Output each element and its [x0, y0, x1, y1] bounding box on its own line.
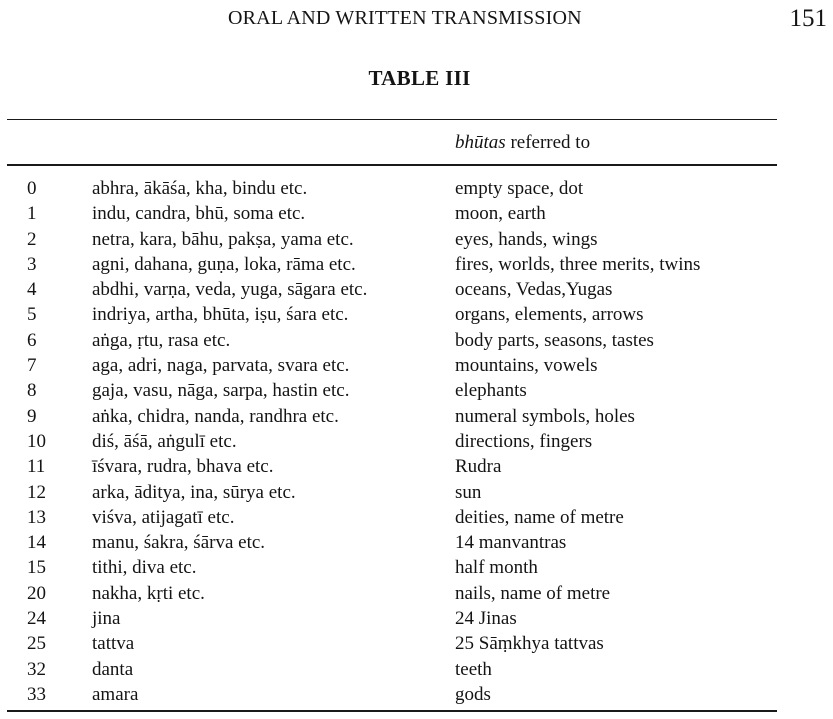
- row-number: 20: [27, 582, 46, 604]
- row-number: 3: [27, 253, 37, 275]
- row-words: abhra, ākāśa, kha, bindu etc.: [92, 178, 308, 199]
- table-row: [0, 631, 833, 656]
- row-number: 13: [27, 506, 46, 528]
- table-top-rule: [7, 119, 777, 120]
- table-row: [0, 505, 833, 530]
- table-row: [0, 530, 833, 555]
- row-number: 7: [27, 355, 37, 377]
- row-words: abdhi, varṇa, veda, yuga, sāgara etc.: [92, 279, 368, 301]
- row-refs: directions, fingers: [455, 430, 593, 452]
- column-header-refs-rest: referred to: [505, 132, 591, 153]
- row-refs: 14 manvantras: [455, 532, 567, 554]
- row-words: netra, kara, bāhu, pakṣa, yama etc.: [92, 228, 354, 250]
- row-refs: 25 Sāṃkhya tattvas: [455, 633, 604, 655]
- row-words: agni, dahana, guṇa, loka, rāma etc.: [92, 253, 356, 275]
- row-number: 10: [27, 430, 46, 452]
- row-number: 2: [27, 228, 37, 250]
- row-words: diś, āśā, aṅgulī etc.: [92, 430, 237, 452]
- row-refs: Rudra: [455, 456, 502, 478]
- row-words: amara: [92, 683, 139, 705]
- table-row: [0, 555, 833, 580]
- row-words: danta: [92, 658, 134, 680]
- table-header-rule: [7, 164, 777, 166]
- row-refs: nails, name of metre: [455, 582, 611, 604]
- row-number: 8: [27, 380, 37, 402]
- row-words: tattva: [92, 633, 135, 655]
- row-words: jina: [92, 608, 121, 630]
- row-refs: sun: [455, 481, 482, 503]
- table-row: [0, 328, 833, 353]
- row-words: nakha, kṛti etc.: [92, 582, 205, 604]
- column-header-refs: [455, 132, 590, 154]
- table-row: [0, 277, 833, 302]
- table-row: [0, 581, 833, 606]
- row-number: 33: [27, 683, 46, 705]
- row-number: 14: [27, 532, 46, 554]
- row-words: viśva, atijagatī etc.: [92, 506, 235, 528]
- table-row: [0, 606, 833, 631]
- row-words: aṅga, ṛtu, rasa etc.: [92, 329, 231, 351]
- row-number: 6: [27, 329, 37, 351]
- row-refs: eyes, hands, wings: [455, 228, 598, 250]
- table-row: [0, 353, 833, 378]
- table-row: [0, 682, 833, 707]
- row-words: indu, candra, bhū, soma etc.: [92, 203, 306, 225]
- row-words: īśvara, rudra, bhava etc.: [92, 456, 274, 478]
- table-body: [0, 176, 833, 707]
- row-number: 15: [27, 557, 46, 579]
- row-refs: body parts, seasons, tastes: [455, 329, 654, 351]
- row-refs: fires, worlds, three merits, twins: [455, 253, 701, 275]
- row-refs: mountains, vowels: [455, 355, 598, 377]
- row-refs: moon, earth: [455, 203, 546, 225]
- row-refs: 24 Jinas: [455, 608, 517, 630]
- table-row: [0, 429, 833, 454]
- table-row: [0, 252, 833, 277]
- running-title: ORAL AND WRITTEN TRANSMISSION: [228, 7, 582, 29]
- row-number: 9: [27, 405, 37, 427]
- column-header-refs-italic: bhūtas: [455, 132, 506, 153]
- row-number: 4: [27, 279, 37, 301]
- row-refs: empty space, dot: [455, 178, 584, 199]
- row-number: 32: [27, 658, 46, 680]
- table-row: [0, 227, 833, 252]
- row-words: tithi, diva etc.: [92, 557, 197, 579]
- row-number: 25: [27, 633, 46, 655]
- row-words: gaja, vasu, nāga, sarpa, hastin etc.: [92, 380, 350, 402]
- row-words: indriya, artha, bhūta, iṣu, śara etc.: [92, 304, 349, 326]
- row-refs: numeral symbols, holes: [455, 405, 635, 427]
- table-row: [0, 480, 833, 505]
- row-refs: deities, name of metre: [455, 506, 624, 528]
- table-row: [0, 176, 833, 201]
- table-bottom-rule: [7, 710, 777, 712]
- table-row: [0, 454, 833, 479]
- row-number: 24: [27, 608, 46, 630]
- row-words: aṅka, chidra, nanda, randhra etc.: [92, 405, 339, 427]
- row-refs: teeth: [455, 658, 492, 680]
- row-number: 11: [27, 456, 46, 478]
- row-number: 1: [27, 203, 37, 225]
- row-words: arka, āditya, ina, sūrya etc.: [92, 481, 296, 503]
- row-number: 0: [27, 178, 37, 199]
- row-number: 5: [27, 304, 37, 326]
- row-words: manu, śakra, śārva etc.: [92, 532, 266, 554]
- table-row: [0, 201, 833, 226]
- row-number: 12: [27, 481, 46, 503]
- table-row: [0, 657, 833, 682]
- row-refs: oceans, Vedas,Yugas: [455, 279, 613, 301]
- row-refs: elephants: [455, 380, 527, 402]
- table-title: TABLE III: [368, 66, 471, 90]
- row-refs: organs, elements, arrows: [455, 304, 644, 326]
- table-row: [0, 378, 833, 403]
- row-refs: half month: [455, 557, 538, 579]
- row-words: aga, adri, naga, parvata, svara etc.: [92, 355, 350, 377]
- page-number: 151: [789, 5, 827, 32]
- table-row: [0, 404, 833, 429]
- table-row: [0, 302, 833, 327]
- running-head: [0, 7, 833, 35]
- row-refs: gods: [455, 683, 491, 705]
